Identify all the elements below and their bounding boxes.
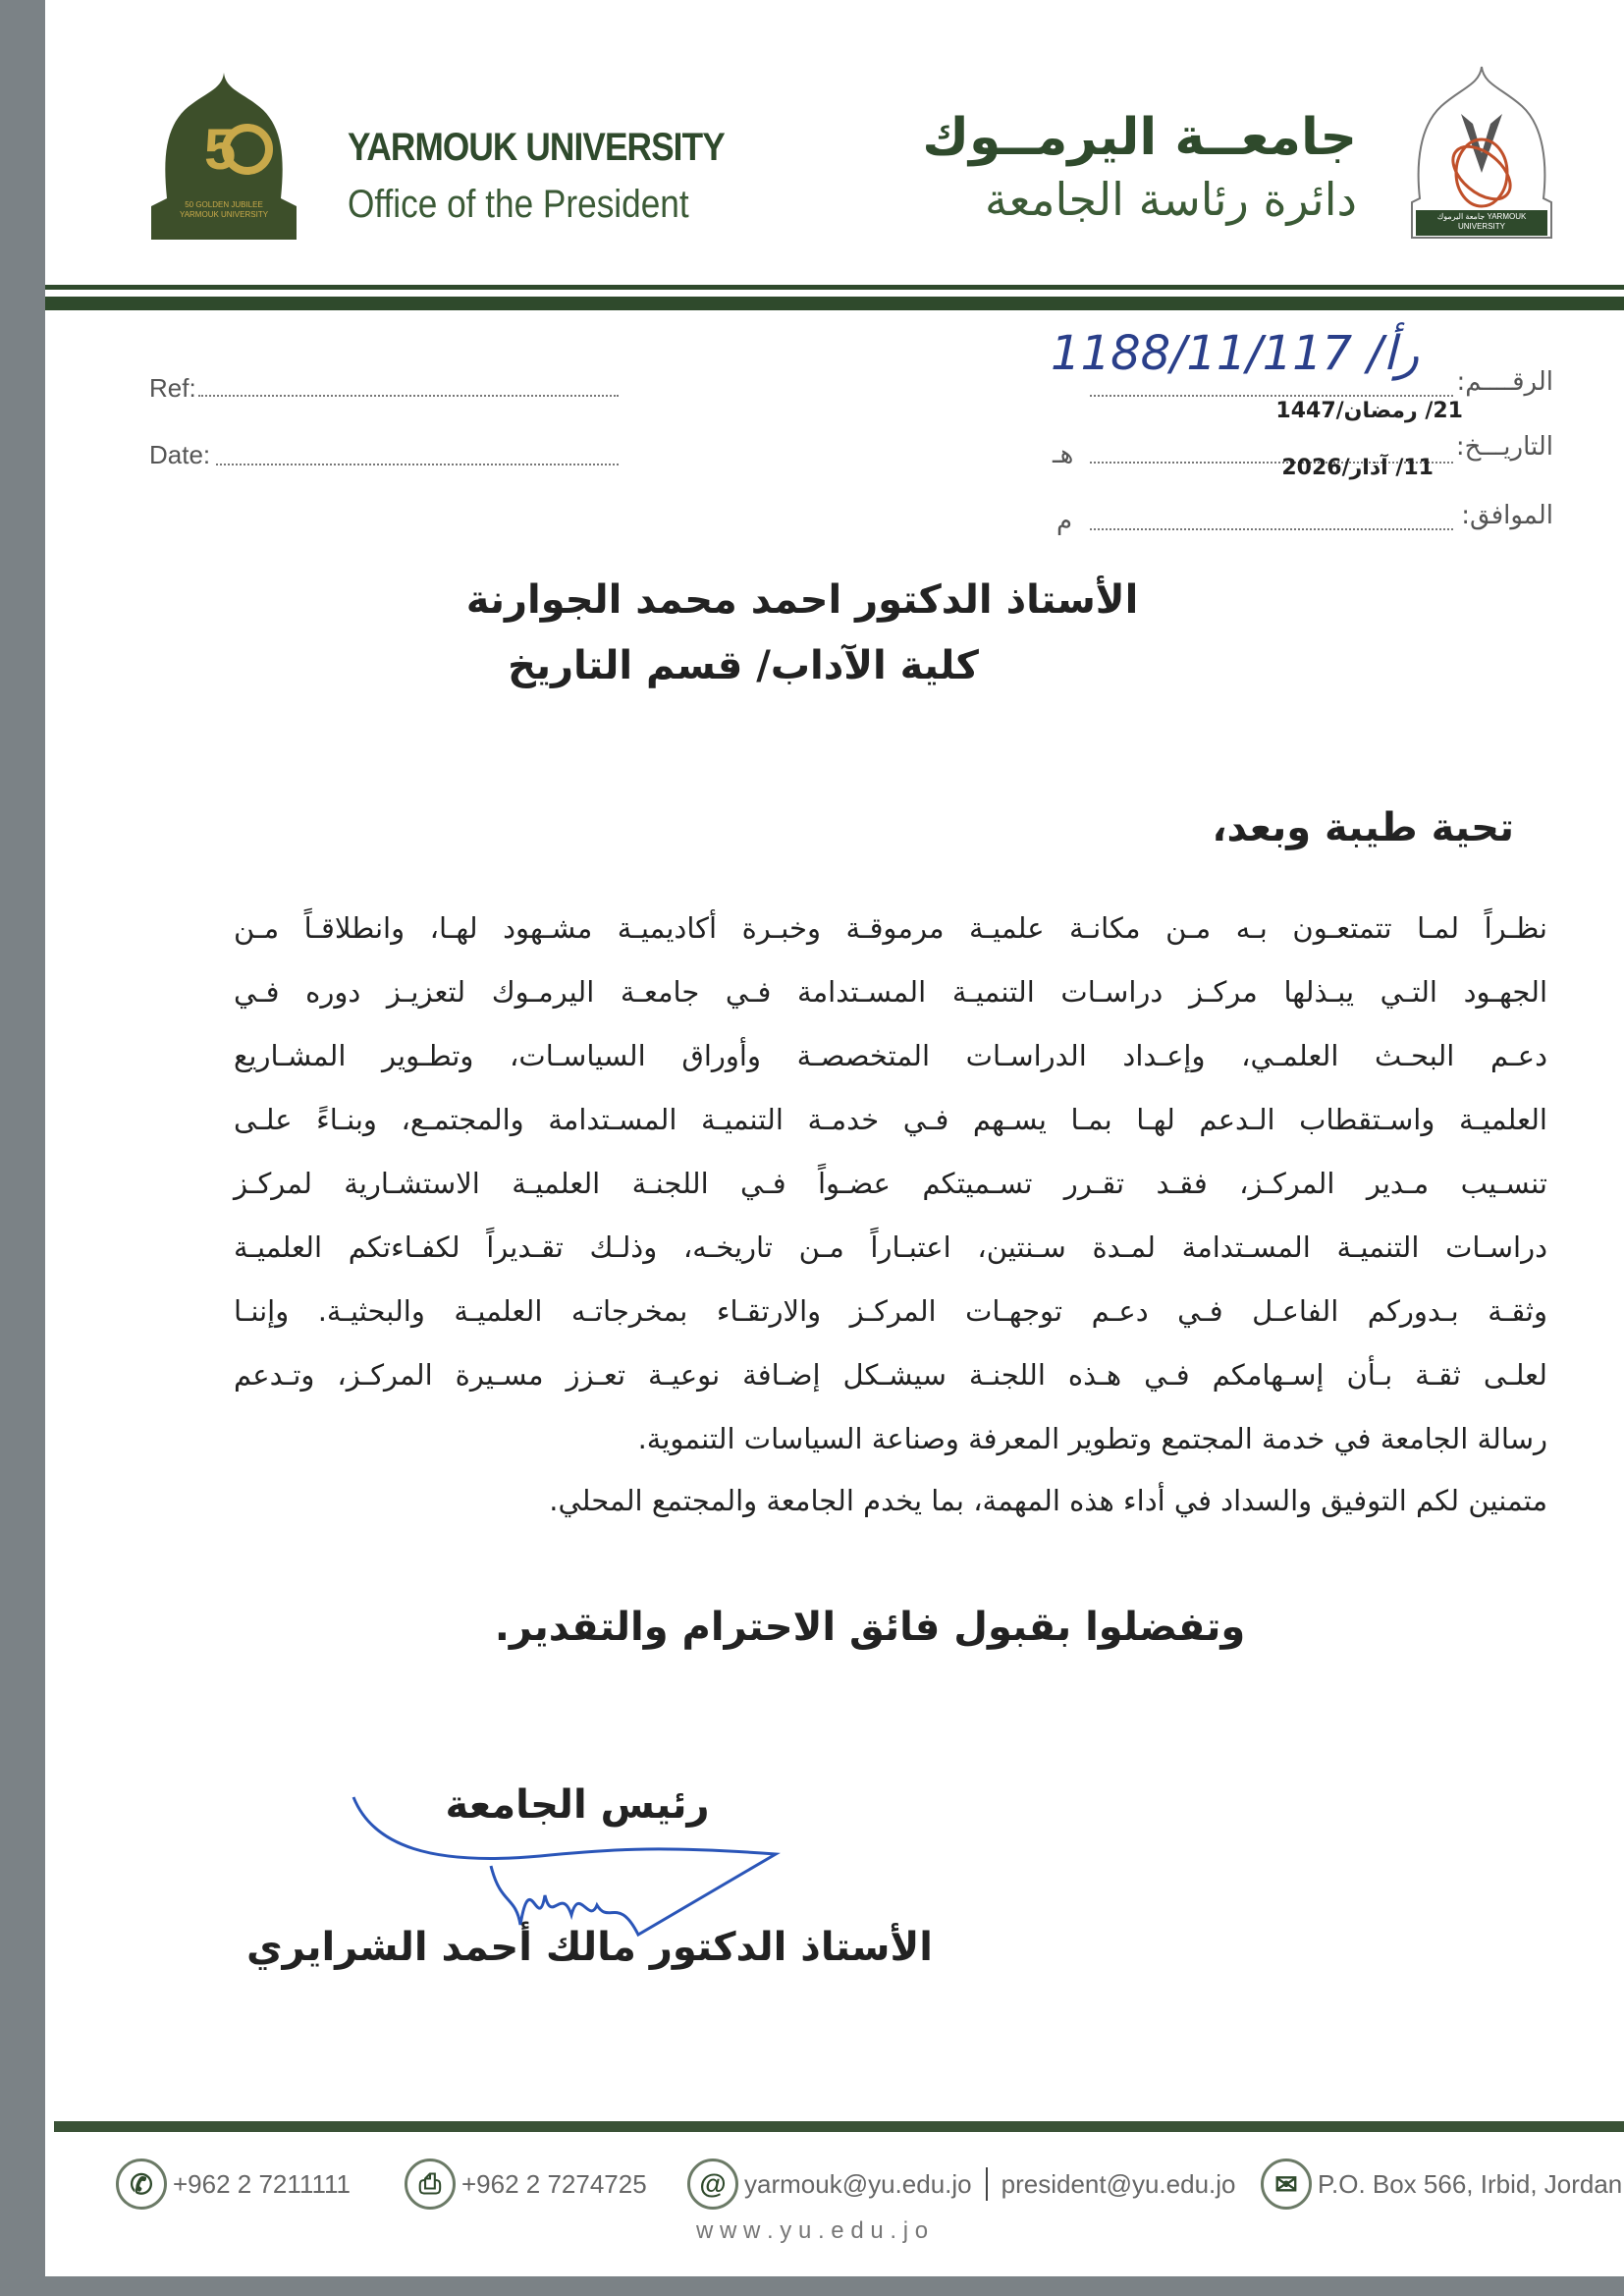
ref-field-line (198, 395, 619, 397)
body-line: وثقـة بـدوركم الفاعـل فـي دعـم توجهـات المركـز والارتقـاء بمخرجاتـه العلميـة والبحثيـة. وإننـا (234, 1294, 1547, 1328)
addressee-name: الأستاذ الدكتور احمد محمد الجوارنة (465, 577, 1139, 623)
ref-label: Ref: (149, 373, 196, 403)
footer-fax (405, 2159, 647, 2210)
gregorian-suffix: م (1056, 507, 1073, 536)
gregorian-date: 11/ آذار/2026 (1281, 456, 1434, 480)
scan-bottom-margin (0, 2276, 1624, 2296)
email-president: president@yu.edu.jo (1001, 2168, 1236, 2199)
body-line: رسالة الجامعة في خدمة المجتمع وتطوير المعرفة وصناعة السياسات التنموية. (637, 1422, 1547, 1455)
email-general: yarmouk@yu.edu.jo (744, 2168, 972, 2199)
email-separator (986, 2167, 988, 2201)
yarmouk-university-logo (1402, 65, 1561, 242)
header-divider-thin (45, 285, 1624, 290)
hijri-date: 21/ رمضان/1447 (1275, 399, 1463, 423)
addressee-department: كلية الآداب/ قسم التاريخ (508, 643, 979, 688)
body-line: لعلـى ثقـة بـأن إسـهامكم فـي هـذه اللجنـة سيشـكل إضـافة نوعيـة تعـزز مسـيرة المركـز، وتـدعم (234, 1358, 1547, 1392)
body-line: الجهـود التـي يبـذلها مركـز دراسـات التنميـة المسـتدامة فـي جامعـة اليرمـوك لتعزيـز دوره فـي (234, 975, 1547, 1009)
footer-address (1261, 2159, 1622, 2210)
hijri-suffix: هـ (1053, 440, 1074, 469)
footer-divider (54, 2121, 1624, 2132)
at-sign-icon: @ (687, 2159, 738, 2210)
body-line: متمنين لكم التوفيق والسداد في أداء هذه المهمة، بما يخدم الجامعة والمجتمع المحلي. (549, 1484, 1547, 1517)
closing-remark: وتفضلوا بقبول فائق الاحترام والتقدير. (494, 1605, 1246, 1650)
phone-icon: ✆ (116, 2159, 167, 2210)
office-name-english: Office of the President (348, 183, 689, 226)
university-name-english: YARMOUK UNIVERSITY (348, 126, 725, 169)
jubilee-logo-text: 50 GOLDEN JUBILEE YARMOUK UNIVERSITY (179, 200, 269, 219)
handwritten-ref-number: 1188/11/117 /رأ (1051, 326, 1420, 381)
golden-jubilee-logo (145, 71, 302, 246)
website: w w w . y u . e d u . j o (695, 2217, 929, 2244)
body-line: نظـراً لمـا تتمتعـون بـه مـن مكانـة علميـة مرموقـة وخبـرة أكاديميـة مشـهود لهـا، وانطلاقـاً مـن (234, 911, 1547, 945)
body-line: تنسـيب مـدير المركـز، فقـد تقـرر تسـميتكم عضـواً فـي اللجنـة العلميـة الاستشـارية لمركـز (234, 1167, 1547, 1200)
ar-ref-label: الرقــــم: (1456, 367, 1553, 397)
ar-corresponding-field-line (1090, 528, 1453, 530)
date-field-line (216, 464, 619, 465)
signatory-name: الأستاذ الدكتور مالك أحمد الشرايري (245, 1925, 933, 1970)
signatory-title: رئيس الجامعة (445, 1782, 710, 1828)
scan-margin (0, 0, 45, 2296)
fax-number: +962 2 7274725 (461, 2168, 647, 2199)
university-logo-text: جامعة اليرموك YARMOUK UNIVERSITY (1436, 212, 1527, 231)
office-name-arabic: دائرة رئاسة الجامعة (984, 173, 1357, 226)
footer-email (687, 2159, 1236, 2210)
body-line: دراسـات التنميـة المسـتدامة لمـدة سـنتين، اعتبـاراً مـن تاريخـه، وذلـك تقـديراً لكفـاءتكم العلميـة (234, 1230, 1547, 1264)
ar-ref-field-line (1090, 395, 1453, 397)
envelope-icon: ✉ (1261, 2159, 1312, 2210)
fax-icon: ⎙ (405, 2159, 456, 2210)
body-line: العلميـة واسـتقطاب الـدعم لهـا بمـا يسـهم فـي خدمـة التنميـة المسـتدامة والمجتمـع، وبنـاءً علـى (234, 1103, 1547, 1136)
svg-text:5: 5 (204, 118, 237, 182)
ar-corresponding-label: الموافق: (1461, 501, 1553, 530)
greeting: تحية طيبة وبعد، (1212, 805, 1514, 850)
ar-date-label: التاريـــخ: (1455, 432, 1553, 462)
header-divider-thick (45, 297, 1624, 310)
body-line: دعـم البحـث العلمـي، وإعـداد الدراسـات المتخصصـة وأوراق السياسـات، وتطـوير المشـاريع (234, 1039, 1547, 1072)
date-label: Date: (149, 440, 211, 469)
university-name-arabic: جامعــة اليرمــوك (922, 108, 1357, 167)
postal-address: P.O. Box 566, Irbid, Jordan (1318, 2168, 1623, 2199)
phone-number: +962 2 7211111 (173, 2168, 351, 2199)
footer-phone (116, 2159, 351, 2210)
